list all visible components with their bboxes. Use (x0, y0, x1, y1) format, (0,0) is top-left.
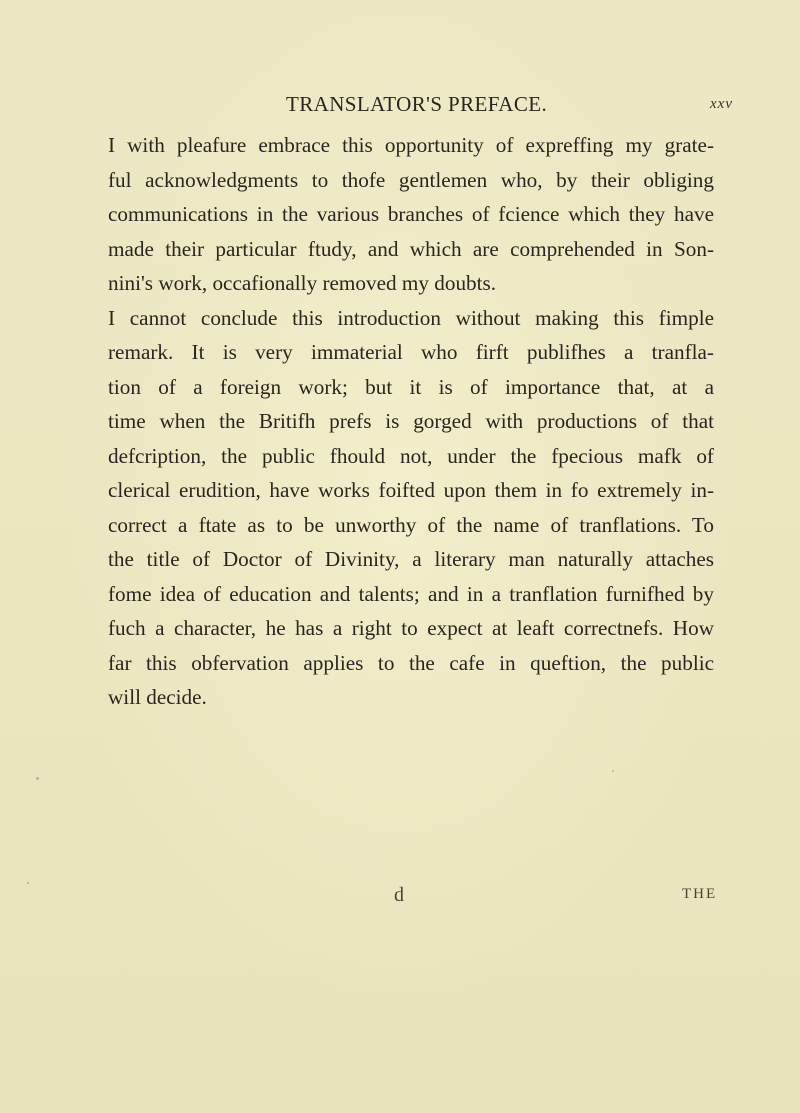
text-line: clerical erudition, have works foifted upon them in fo extremely in- (108, 478, 714, 502)
text-line: the title of Doctor of Divinity, a literary man naturally attaches (108, 547, 714, 571)
signature-mark: d (394, 884, 404, 906)
text-line: fome idea of education and talents; and in a tranflation furnifhed by (108, 581, 714, 606)
page-number: xxv (710, 96, 733, 112)
paragraph-acknowledgments (108, 128, 714, 301)
page-footer (0, 884, 800, 914)
paragraph-remark (108, 301, 714, 715)
text-line: defcription, the public fhould not, under the fpecious mafk of (108, 443, 714, 468)
text-line: correct a ftate as to be unworthy of the name of tranflations. To (108, 512, 714, 537)
text-line: communications in the various branches of fcience which they have (108, 202, 714, 226)
text-line: far this obfervation applies to the cafe in queftion, the public (108, 650, 714, 675)
text-line: I with pleafure embrace this opportunity of expreffing my grate- (108, 133, 714, 157)
body-text (108, 128, 714, 715)
paper-speck (36, 777, 39, 780)
text-line: ful acknowledgments to thofe gentlemen who, by their obliging (108, 167, 714, 192)
text-line: tion of a foreign work; but it is of importance that, at a (108, 374, 714, 399)
text-line: remark. It is very immaterial who firft publifhes a tranfla- (108, 340, 714, 364)
text-line: made their particular ftudy, and which are comprehended in Son- (108, 236, 714, 261)
running-title: TRANSLATOR'S PREFACE. (286, 92, 548, 116)
paper-speck (612, 770, 614, 772)
text-line: fuch a character, he has a right to expect at leaft correctnefs. How (108, 616, 714, 640)
text-line: time when the Britifh prefs is gorged with productions of that (108, 409, 714, 433)
catchword: THE (682, 886, 718, 902)
page-header (0, 92, 800, 122)
text-line: I cannot conclude this introduction without making this fimple (108, 305, 714, 330)
text-line: will decide. (108, 685, 207, 709)
text-line: nini's work, occafionally removed my doubts. (108, 271, 497, 295)
